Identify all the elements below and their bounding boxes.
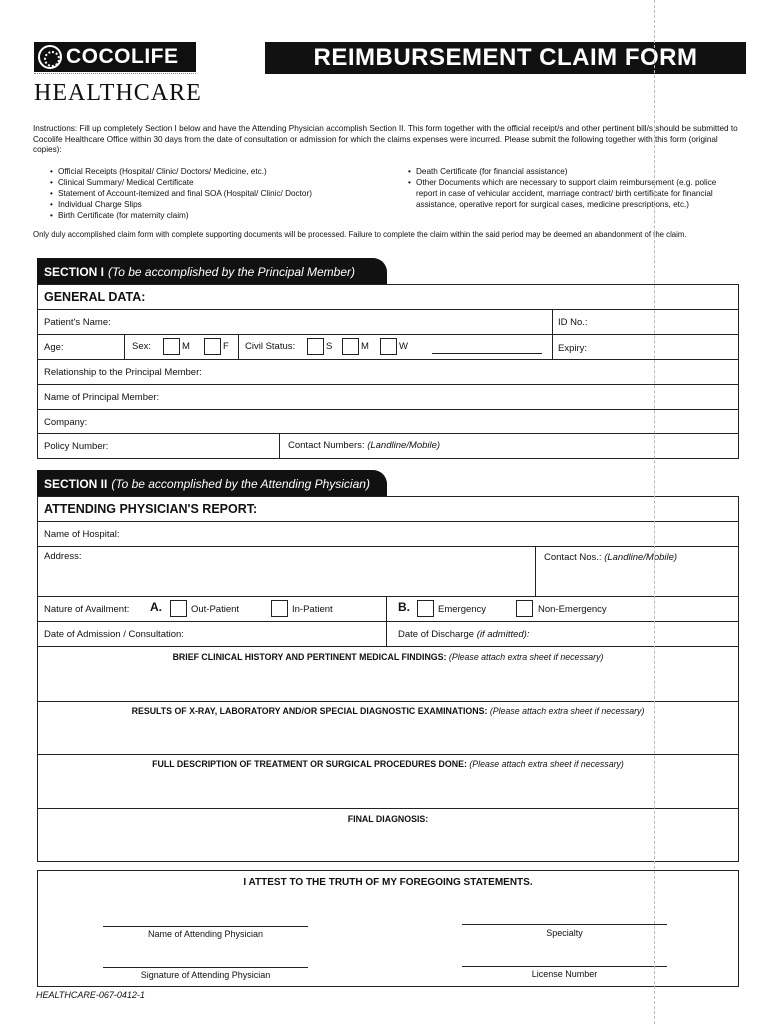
divider <box>37 409 739 410</box>
sex-label: Sex: <box>132 341 152 352</box>
physician-report-heading: ATTENDING PHYSICIAN'S REPORT: <box>44 502 258 516</box>
contact-numbers-label <box>288 440 440 451</box>
patients-name-label: Patient's Name: <box>44 317 111 328</box>
general-data-heading: GENERAL DATA: <box>44 290 146 304</box>
civil-status-s-checkbox[interactable] <box>307 338 324 355</box>
section-1-tab <box>37 258 387 285</box>
clinical-history-hint: (Please attach extra sheet if necessary) <box>448 652 604 662</box>
fold-line <box>654 0 655 1024</box>
company-logo <box>34 42 196 72</box>
attestation-statement: I ATTEST TO THE TRUTH OF MY FOREGOING STATEMENTS. <box>243 877 533 888</box>
date-discharge-text: Date of Discharge <box>398 629 475 640</box>
xray-results-label <box>37 706 739 716</box>
date-discharge-hint: (if admitted): <box>476 629 530 640</box>
divider <box>37 334 739 335</box>
form-code: HEALTHCARE-067-0412-1 <box>36 990 145 1000</box>
date-discharge-label <box>398 629 529 640</box>
final-diagnosis-label: FINAL DIAGNOSIS: <box>347 814 429 824</box>
instructions-text: Instructions: Fill up completely Section I below and have the Attending Physician accomplish Section II. This form together with the official receipt/s and other pertinent bill/s should be submitted to Cocolife Healthcare Office within 30 days from the date of consultation or admission for which the claims expenses were incurred. Please submit the following together with this form (original copies): <box>33 124 738 154</box>
contact-nos-text: Contact Nos.: <box>544 552 602 563</box>
divider <box>238 334 239 359</box>
license-caption: License Number <box>531 969 598 979</box>
divider <box>37 521 739 522</box>
divider <box>37 596 739 597</box>
divider <box>37 546 739 547</box>
civil-status-s-label: S <box>326 341 333 352</box>
emergency-label: Emergency <box>438 604 487 615</box>
civil-status-label: Civil Status: <box>245 341 296 352</box>
divider <box>37 808 739 809</box>
out-patient-label: Out-Patient <box>191 604 240 615</box>
divider <box>37 309 739 310</box>
age-label: Age: <box>44 342 64 353</box>
logo-underline <box>34 73 196 78</box>
company-label: Company: <box>44 417 88 428</box>
nature-of-availment-label: Nature of Availment: <box>44 604 130 615</box>
divider <box>37 701 739 702</box>
id-no-label: ID No.: <box>558 317 588 328</box>
civil-status-w-checkbox[interactable] <box>380 338 397 355</box>
requirement-item: • Birth Certificate (for maternity claim) <box>50 210 312 221</box>
requirement-item: • Death Certificate (for financial assistance) <box>408 166 738 177</box>
divider <box>535 546 536 596</box>
divider <box>279 433 280 459</box>
divider <box>37 621 739 622</box>
specialty-line[interactable] <box>462 924 667 925</box>
physician-name-line[interactable] <box>103 926 308 927</box>
license-line[interactable] <box>462 966 667 967</box>
contact-nos-label <box>544 552 677 563</box>
divider <box>552 309 553 359</box>
section-2-tab <box>37 470 387 497</box>
divider <box>37 433 739 434</box>
treatment-hint: (Please attach extra sheet if necessary) <box>469 759 624 769</box>
clinical-history-label <box>37 652 739 662</box>
requirement-item: • Statement of Account-itemized and final SOA (Hospital/ Clinic/ Doctor) <box>50 188 312 199</box>
expiry-label: Expiry: <box>558 343 588 354</box>
divider <box>37 359 739 360</box>
address-label: Address: <box>44 551 82 562</box>
section-2-label: SECTION II <box>44 476 108 491</box>
section-1-note: (To be accomplished by the Principal Member) <box>108 264 356 279</box>
requirement-item: • Official Receipts (Hospital/ Clinic/ Doctors/ Medicine, etc.) <box>50 166 312 177</box>
brand-subtitle: HEALTHCARE <box>34 80 202 106</box>
requirements-list-right <box>408 166 738 210</box>
contact-hint: (Landline/Mobile) <box>367 440 441 451</box>
principal-name-label: Name of Principal Member: <box>44 392 160 403</box>
in-patient-checkbox[interactable] <box>271 600 288 617</box>
xray-results-text: RESULTS OF X-RAY, LABORATORY AND/OR SPECIAL DIAGNOSTIC EXAMINATIONS: <box>131 706 488 716</box>
contact-numbers-text: Contact Numbers: <box>288 440 365 451</box>
sex-f-label: F <box>223 341 229 352</box>
in-patient-label: In-Patient <box>292 604 333 615</box>
processing-note: Only duly accomplished claim form with complete supporting documents will be processed. Failure to complete the claim within the said period may be deemed an abandonment of the claim. <box>33 230 687 239</box>
contact-nos-hint: (Landline/Mobile) <box>604 552 678 563</box>
clinical-history-text: BRIEF CLINICAL HISTORY AND PERTINENT MEDICAL FINDINGS: <box>172 652 447 662</box>
out-patient-checkbox[interactable] <box>170 600 187 617</box>
xray-results-hint: (Please attach extra sheet if necessary) <box>489 706 645 716</box>
divider <box>37 754 739 755</box>
divider <box>37 384 739 385</box>
date-admission-label: Date of Admission / Consultation: <box>44 629 184 640</box>
relationship-label: Relationship to the Principal Member: <box>44 367 202 378</box>
option-b-label: B. <box>398 600 410 614</box>
divider <box>386 596 387 646</box>
non-emergency-checkbox[interactable] <box>516 600 533 617</box>
requirements-list-left <box>50 166 312 221</box>
section-1-label: SECTION I <box>44 264 105 279</box>
option-a-label: A. <box>150 600 162 614</box>
divider <box>124 334 125 359</box>
divider <box>37 646 739 647</box>
signature-caption: Signature of Attending Physician <box>140 970 271 980</box>
requirement-item: • Clinical Summary/ Medical Certificate <box>50 177 312 188</box>
section-2-note: (To be accomplished by the Attending Physician) <box>111 476 370 491</box>
treatment-text: FULL DESCRIPTION OF TREATMENT OR SURGICAL PROCEDURES DONE: <box>152 759 467 769</box>
cocolife-emblem-icon <box>38 45 62 69</box>
logo-text: COCOLIFE <box>66 45 179 68</box>
physician-name-caption: Name of Attending Physician <box>147 929 264 939</box>
sex-f-checkbox[interactable] <box>204 338 221 355</box>
requirement-item: • Individual Charge Slips <box>50 199 312 210</box>
treatment-label <box>37 759 739 769</box>
hospital-name-label: Name of Hospital: <box>44 529 120 540</box>
sex-m-label: M <box>182 341 190 352</box>
civil-status-other-line[interactable] <box>432 353 542 354</box>
non-emergency-label: Non-Emergency <box>538 604 607 615</box>
civil-status-w-label: W <box>399 341 408 352</box>
form-title: REIMBURSEMENT CLAIM FORM <box>265 42 746 74</box>
emergency-checkbox[interactable] <box>417 600 434 617</box>
signature-line[interactable] <box>103 967 308 968</box>
civil-status-m-checkbox[interactable] <box>342 338 359 355</box>
policy-number-label: Policy Number: <box>44 441 109 452</box>
requirement-item: • Other Documents which are necessary to support claim reimbursement (e.g. police report in case of vehicular accident, marriage contract/ birth certificate for financial assistance, operative report for surgical cases, medicine prescriptions, etc.) <box>408 177 738 210</box>
civil-status-m-label: M <box>361 341 369 352</box>
sex-m-checkbox[interactable] <box>163 338 180 355</box>
specialty-caption: Specialty <box>546 928 583 938</box>
